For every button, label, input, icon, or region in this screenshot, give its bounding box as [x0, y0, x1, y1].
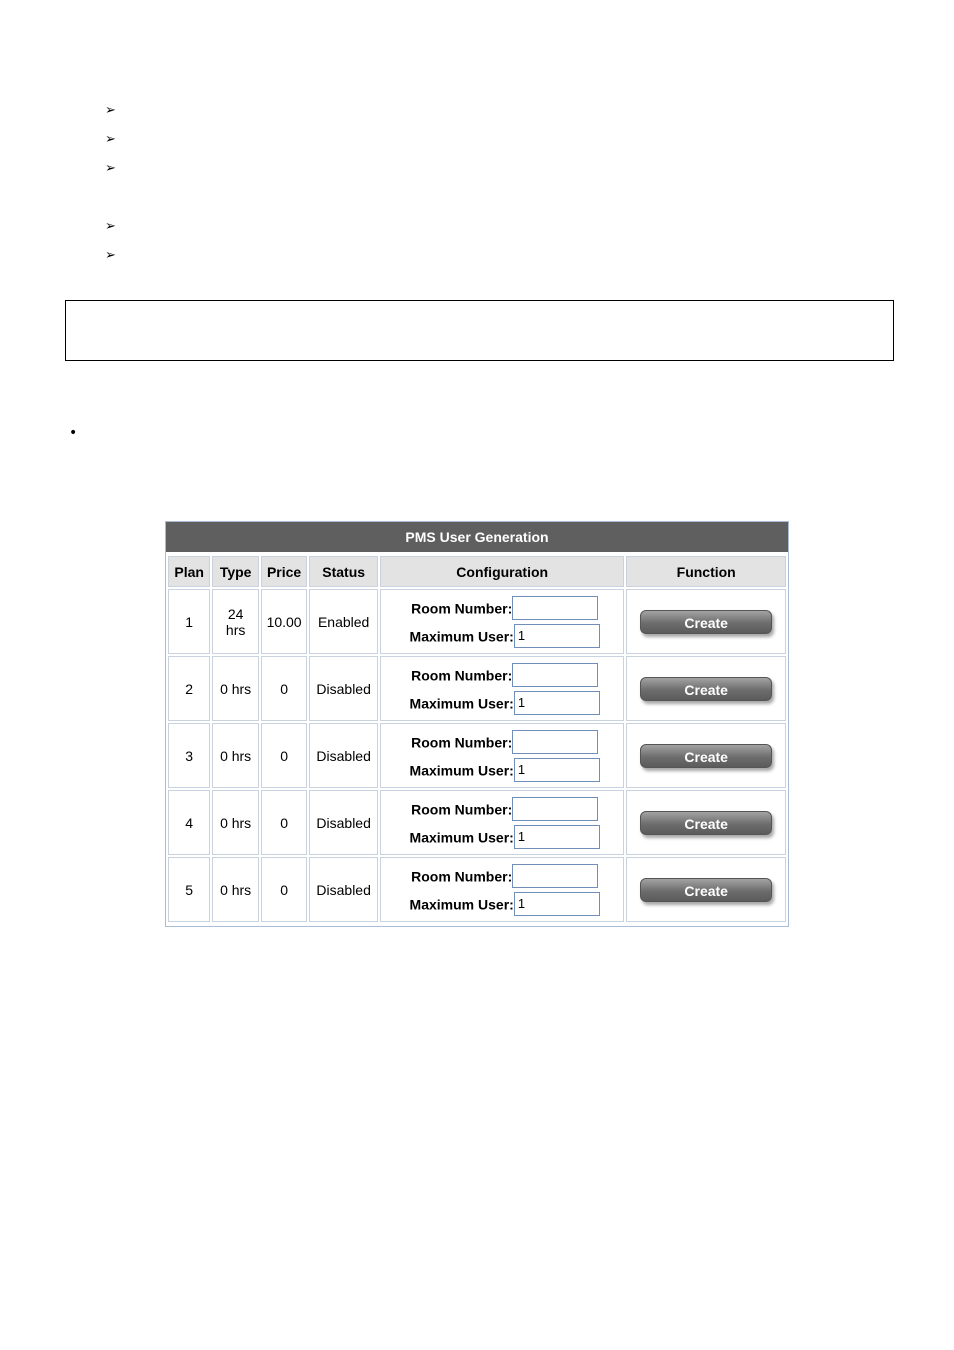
price-cell: 0	[261, 656, 307, 721]
create-button[interactable]: Create	[640, 878, 772, 902]
room-number-label: Room Number:	[411, 800, 513, 817]
maximum-user-label: Maximum User:	[409, 895, 514, 912]
configuration-cell	[380, 589, 624, 654]
col-header-function: Function	[626, 556, 786, 587]
status-cell: Disabled	[309, 723, 378, 788]
status-cell: Disabled	[309, 790, 378, 855]
maximum-user-label: Maximum User:	[409, 627, 514, 644]
create-button[interactable]: Create	[640, 811, 772, 835]
create-button[interactable]: Create	[640, 677, 772, 701]
plan-cell: 5	[168, 857, 210, 922]
col-header-type: Type	[212, 556, 258, 587]
room-number-input[interactable]	[512, 663, 598, 687]
function-cell	[626, 790, 786, 855]
arrow-icon: ➢	[105, 219, 116, 234]
plan-cell: 1	[168, 589, 210, 654]
arrow-icon: ➢	[105, 103, 116, 118]
table-row	[168, 790, 786, 855]
maximum-user-input[interactable]	[514, 825, 600, 849]
room-number-label: Room Number:	[411, 666, 513, 683]
table-row	[168, 857, 786, 922]
note-box	[65, 300, 894, 361]
configuration-cell	[380, 790, 624, 855]
table-row	[168, 723, 786, 788]
pms-table	[166, 554, 788, 924]
plan-cell: 2	[168, 656, 210, 721]
function-cell	[626, 857, 786, 922]
col-header-configuration: Configuration	[380, 556, 624, 587]
maximum-user-label: Maximum User:	[409, 828, 514, 845]
maximum-user-label: Maximum User:	[409, 761, 514, 778]
table-row	[168, 589, 786, 654]
type-cell: 0 hrs	[212, 857, 258, 922]
room-number-input[interactable]	[512, 864, 598, 888]
bullet-icon: •	[69, 425, 78, 441]
configuration-cell	[380, 723, 624, 788]
panel-title: PMS User Generation	[166, 522, 788, 552]
room-number-input[interactable]	[512, 797, 598, 821]
room-number-label: Room Number:	[411, 867, 513, 884]
status-cell: Disabled	[309, 656, 378, 721]
type-cell: 24 hrs	[212, 589, 258, 654]
plan-cell: 4	[168, 790, 210, 855]
function-cell	[626, 656, 786, 721]
pms-user-generation-panel	[165, 521, 789, 927]
room-number-input[interactable]	[512, 596, 598, 620]
col-header-plan: Plan	[168, 556, 210, 587]
arrow-icon: ➢	[105, 132, 116, 147]
status-cell: Enabled	[309, 589, 378, 654]
configuration-cell	[380, 656, 624, 721]
maximum-user-label: Maximum User:	[409, 694, 514, 711]
maximum-user-input[interactable]	[514, 892, 600, 916]
room-number-label: Room Number:	[411, 733, 513, 750]
type-cell: 0 hrs	[212, 723, 258, 788]
function-cell	[626, 723, 786, 788]
type-cell: 0 hrs	[212, 790, 258, 855]
table-row	[168, 656, 786, 721]
room-number-input[interactable]	[512, 730, 598, 754]
maximum-user-input[interactable]	[514, 758, 600, 782]
arrow-icon: ➢	[105, 161, 116, 176]
arrow-icon: ➢	[105, 248, 116, 263]
status-cell: Disabled	[309, 857, 378, 922]
maximum-user-input[interactable]	[514, 624, 600, 648]
price-cell: 0	[261, 723, 307, 788]
price-cell: 0	[261, 790, 307, 855]
function-cell	[626, 589, 786, 654]
price-cell: 10.00	[261, 589, 307, 654]
plan-cell: 3	[168, 723, 210, 788]
configuration-cell	[380, 857, 624, 922]
type-cell: 0 hrs	[212, 656, 258, 721]
create-button[interactable]: Create	[640, 610, 772, 634]
room-number-label: Room Number:	[411, 599, 513, 616]
maximum-user-input[interactable]	[514, 691, 600, 715]
col-header-status: Status	[309, 556, 378, 587]
price-cell: 0	[261, 857, 307, 922]
table-header-row	[168, 556, 786, 587]
col-header-price: Price	[261, 556, 307, 587]
create-button[interactable]: Create	[640, 744, 772, 768]
